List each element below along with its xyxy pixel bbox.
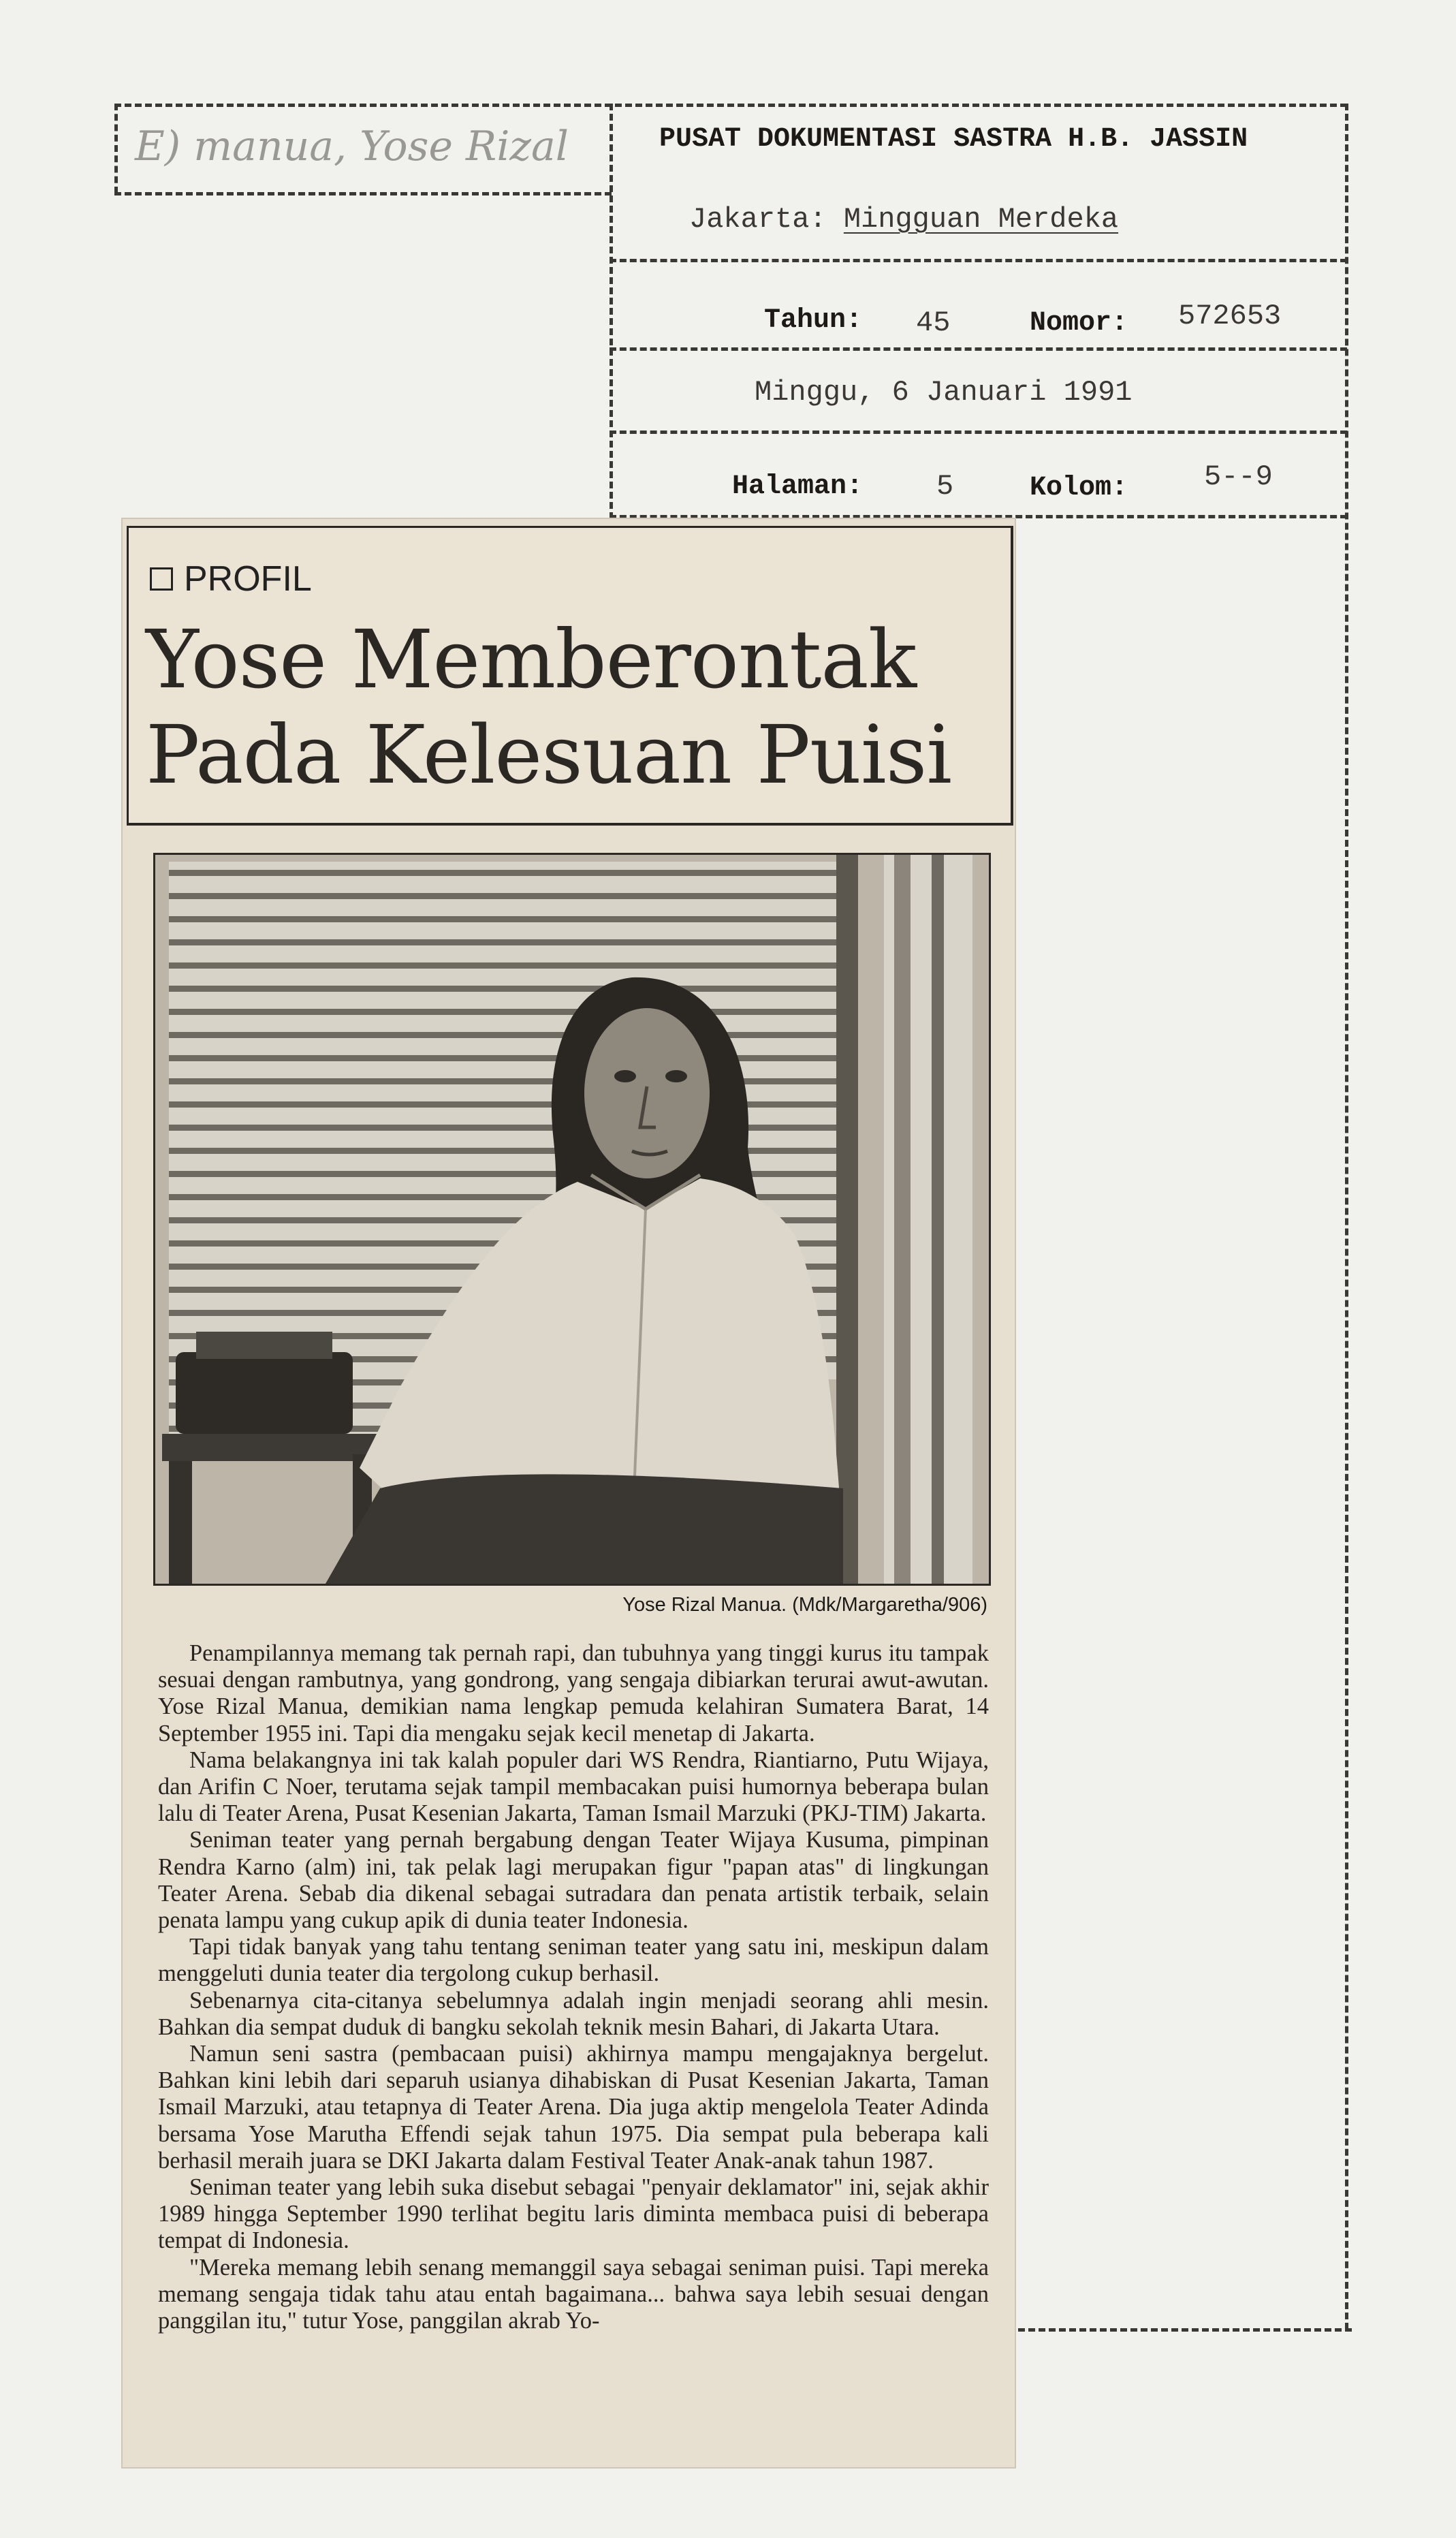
nomor-label: Nomor: xyxy=(1030,308,1128,339)
kolom-label: Kolom: xyxy=(1030,473,1128,503)
card-row4-border xyxy=(610,515,1347,518)
portrait-photo-graphic xyxy=(155,855,989,1584)
article-paragraph-2: Nama belakangnya ini tak kalah populer dari WS Rendra, Riantiarno, Putu Wijaya, dan Arifin C Noer, terutama sejak tampil membacakan puisi humornya beberapa bulan lalu di Teater Arena, Pusat Kesenian Jakarta, Taman Ismail Marzuki (PKJ-TIM) Jakarta. xyxy=(158,1746,989,1827)
article-paragraph-6: Namun seni sastra (pembacaan puisi) akhirnya mampu mengajaknya bergelut. Bahkan kini lebih dari separuh usianya dihabiskan di Pusat Kesenian Jakarta, Taman Ismail Marzuki, atau tetapnya di Teater Arena. Dia juga aktip mengelola Teater Adinda bersama Yose Marutha Effendi sejak tahun 1975. Dia sempat pula beberapa kali berhasil meraih juara se DKI Jakarta dalam Festival Teater Anak-anak tahun 1987. xyxy=(158,2041,989,2174)
article-paragraph-8: "Mereka memang lebih senang memanggil saya sebagai seniman puisi. Tapi mereka memang sengaja tidak tahu atau entah bagaimana... bahwa saya lebih sesuai dengan panggilan itu," tutur Yose, panggilan akrab Yo- xyxy=(158,2254,989,2334)
card-row1-border xyxy=(114,192,612,195)
source-name: Mingguan Merdeka xyxy=(843,203,1119,236)
headline-line-1: Yose Memberontak xyxy=(146,612,917,706)
kicker-label: PROFIL xyxy=(184,559,312,599)
headline-line-2: Pada Kelesuan Puisi xyxy=(146,708,952,802)
article-headline xyxy=(146,612,1004,802)
section-kicker xyxy=(150,559,312,599)
checkbox-square-icon xyxy=(150,567,173,591)
publication-date: Minggu, 6 Januari 1991 xyxy=(755,376,1133,409)
article-paragraph-1: Penampilannya memang tak pernah rapi, dan tubuhnya yang tinggi kurus itu tampak sesuai dengan rambutnya, yang gondrong, yang sengaja dibiarkan terurai awut-awutan. Yose Rizal Manua, demikian nama lengkap pemuda kelahiran Sumatera Barat, 14 September 1955 ini. Tapi dia mengaku sejak kecil menetap di Jakarta. xyxy=(158,1640,989,1746)
article-paragraph-7: Seniman teater yang lebih suka disebut sebagai "penyair deklamator" ini, sejak akhir 1989 hingga September 1990 terlihat begitu laris diminta membaca puisi di beberapa tempat di Indonesia. xyxy=(158,2174,989,2254)
handwritten-subject-note: E) manua, Yose Rizal xyxy=(135,123,569,170)
halaman-value: 5 xyxy=(936,470,954,503)
article-paragraph-4: Tapi tidak banyak yang tahu tentang seniman teater yang satu ini, meskipun dalam menggeluti dunia teater dia tergolong cukup berhasil. xyxy=(158,1934,989,1987)
tahun-value: 45 xyxy=(916,307,951,339)
card-row1-border-right xyxy=(610,259,1347,262)
card-top-border xyxy=(114,104,1347,107)
nomor-value: 572653 xyxy=(1178,300,1282,332)
publication-source xyxy=(689,203,1118,236)
card-row3-border xyxy=(610,430,1347,434)
source-prefix: Jakarta: xyxy=(689,203,844,236)
card-divider xyxy=(610,104,613,519)
article-paragraph-3: Seniman teater yang pernah bergabung dengan Teater Wijaya Kusuma, pimpinan Rendra Karno (alm) ini, tak pelak lagi merupakan figur "papan atas" di lingkungan Teater Arena. Sebab dia dikenal sebagai sutradara dan penata artistik terbaik, selain penata lampu yang cukup apik di dunia teater Indonesia. xyxy=(158,1827,989,1934)
photo-caption: Yose Rizal Manua. (Mdk/Margaretha/906) xyxy=(622,1594,987,1616)
article-body xyxy=(158,1640,989,2334)
card-left-border xyxy=(114,104,118,193)
card-bottom-border xyxy=(1008,2328,1352,2332)
kolom-value: 5--9 xyxy=(1204,460,1273,493)
archive-header: PUSAT DOKUMENTASI SASTRA H.B. JASSIN xyxy=(659,124,1248,155)
article-paragraph-5: Sebenarnya cita-citanya sebelumnya adalah ingin menjadi seorang ahli mesin. Bahkan dia sempat duduk di bangku sekolah teknik mesin Bahari, di Jakarta Utara. xyxy=(158,1987,989,2040)
tahun-label: Tahun: xyxy=(764,305,863,336)
portrait-photo xyxy=(153,853,991,1586)
card-right-border xyxy=(1345,104,1348,2330)
halaman-label: Halaman: xyxy=(732,471,864,502)
card-row2-border xyxy=(610,347,1347,351)
